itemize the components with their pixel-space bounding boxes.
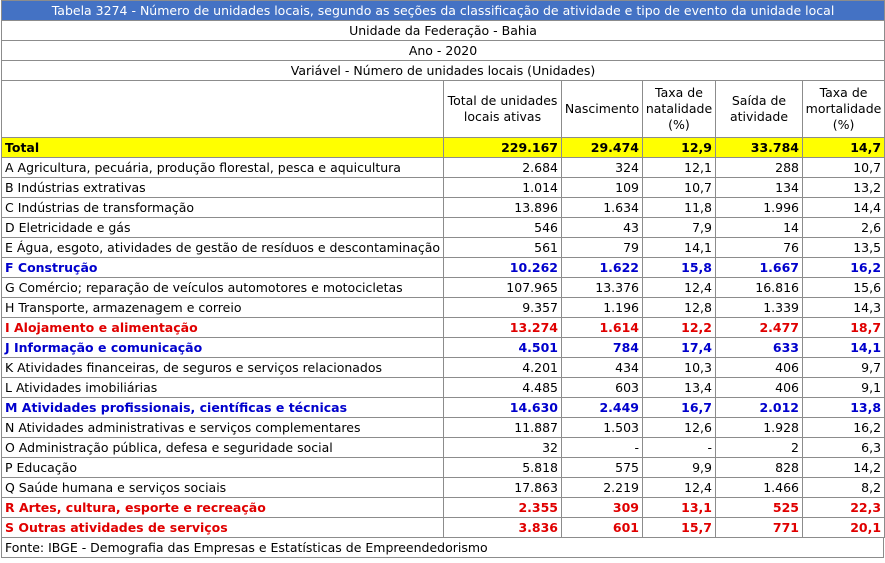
row-label: J Informação e comunicação xyxy=(2,338,444,358)
row-value: 14,7 xyxy=(803,138,885,158)
row-value: 14,3 xyxy=(803,298,885,318)
row-value: 107.965 xyxy=(444,278,562,298)
row-label: B Indústrias extrativas xyxy=(2,178,444,198)
table-row xyxy=(2,238,885,258)
table-row xyxy=(2,398,885,418)
row-value: 15,8 xyxy=(643,258,716,278)
row-value: 434 xyxy=(562,358,643,378)
row-value: 633 xyxy=(716,338,803,358)
header-nascimento: Nascimento xyxy=(562,81,643,138)
header-total-ativas: Total de unidades locais ativas xyxy=(444,81,562,138)
row-value: 10,7 xyxy=(803,158,885,178)
row-label: Q Saúde humana e serviços sociais xyxy=(2,478,444,498)
table-row xyxy=(2,278,885,298)
row-value: 13,4 xyxy=(643,378,716,398)
row-value: 575 xyxy=(562,458,643,478)
row-value: 4.485 xyxy=(444,378,562,398)
table-row xyxy=(2,178,885,198)
header-taxa-natalidade: Taxa de natalidade (%) xyxy=(643,81,716,138)
row-label: R Artes, cultura, esporte e recreação xyxy=(2,498,444,518)
row-label: F Construção xyxy=(2,258,444,278)
row-label: K Atividades financeiras, de seguros e serviços relacionados xyxy=(2,358,444,378)
row-value: - xyxy=(643,438,716,458)
row-value: 14,1 xyxy=(643,238,716,258)
row-value: 33.784 xyxy=(716,138,803,158)
row-value: 324 xyxy=(562,158,643,178)
source-note: Fonte: IBGE - Demografia das Empresas e Estatísticas de Empreendedorismo xyxy=(2,538,884,558)
row-label: A Agricultura, pecuária, produção florestal, pesca e aquicultura xyxy=(2,158,444,178)
row-value: 17,4 xyxy=(643,338,716,358)
row-value: 6,3 xyxy=(803,438,885,458)
row-value: 22,3 xyxy=(803,498,885,518)
row-value: 3.836 xyxy=(444,518,562,538)
row-value: 229.167 xyxy=(444,138,562,158)
row-value: 15,6 xyxy=(803,278,885,298)
row-value: 2.449 xyxy=(562,398,643,418)
row-value: 1.996 xyxy=(716,198,803,218)
row-value: 134 xyxy=(716,178,803,198)
row-value: 2 xyxy=(716,438,803,458)
row-value: 43 xyxy=(562,218,643,238)
row-value: 1.014 xyxy=(444,178,562,198)
table-row xyxy=(2,418,885,438)
table-row xyxy=(2,298,885,318)
row-value: 10,7 xyxy=(643,178,716,198)
row-value: 771 xyxy=(716,518,803,538)
table-row xyxy=(2,318,885,338)
table-row xyxy=(2,198,885,218)
row-value: 17.863 xyxy=(444,478,562,498)
row-value: 13.274 xyxy=(444,318,562,338)
row-value: 1.503 xyxy=(562,418,643,438)
row-label: N Atividades administrativas e serviços complementares xyxy=(2,418,444,438)
row-value: 14,2 xyxy=(803,458,885,478)
header-taxa-mortalidade: Taxa de mortalidade (%) xyxy=(803,81,885,138)
header-saida: Saída de atividade xyxy=(716,81,803,138)
row-label: E Água, esgoto, atividades de gestão de resíduos e descontaminação xyxy=(2,238,444,258)
row-value: 4.201 xyxy=(444,358,562,378)
row-value: 20,1 xyxy=(803,518,885,538)
table-row xyxy=(2,518,885,538)
row-value: 1.339 xyxy=(716,298,803,318)
row-label: C Indústrias de transformação xyxy=(2,198,444,218)
row-value: 13,5 xyxy=(803,238,885,258)
table-row xyxy=(2,258,885,278)
row-value: 2.219 xyxy=(562,478,643,498)
row-value: 13,1 xyxy=(643,498,716,518)
table-row xyxy=(2,498,885,518)
row-label: M Atividades profissionais, científicas e técnicas xyxy=(2,398,444,418)
row-value: 4.501 xyxy=(444,338,562,358)
table-row xyxy=(2,338,885,358)
row-value: 2,6 xyxy=(803,218,885,238)
row-value: 14.630 xyxy=(444,398,562,418)
table-row xyxy=(2,478,885,498)
row-value: - xyxy=(562,438,643,458)
source-table xyxy=(1,537,884,558)
uf-line: Unidade da Federação - Bahia xyxy=(2,21,885,41)
row-value: 12,8 xyxy=(643,298,716,318)
row-value: 79 xyxy=(562,238,643,258)
row-value: 309 xyxy=(562,498,643,518)
row-value: 13.896 xyxy=(444,198,562,218)
row-value: 2.684 xyxy=(444,158,562,178)
row-value: 14,1 xyxy=(803,338,885,358)
table-row xyxy=(2,158,885,178)
row-value: 1.622 xyxy=(562,258,643,278)
row-value: 406 xyxy=(716,378,803,398)
row-value: 13,2 xyxy=(803,178,885,198)
row-value: 1.928 xyxy=(716,418,803,438)
row-value: 12,1 xyxy=(643,158,716,178)
row-value: 828 xyxy=(716,458,803,478)
row-value: 784 xyxy=(562,338,643,358)
row-value: 13.376 xyxy=(562,278,643,298)
row-value: 288 xyxy=(716,158,803,178)
row-value: 16,2 xyxy=(803,418,885,438)
row-value: 14,4 xyxy=(803,198,885,218)
year-line: Ano - 2020 xyxy=(2,41,885,61)
row-value: 29.474 xyxy=(562,138,643,158)
row-value: 603 xyxy=(562,378,643,398)
row-value: 109 xyxy=(562,178,643,198)
row-label: H Transporte, armazenagem e correio xyxy=(2,298,444,318)
row-label: S Outras atividades de serviços xyxy=(2,518,444,538)
row-value: 7,9 xyxy=(643,218,716,238)
row-label: G Comércio; reparação de veículos automotores e motocicletas xyxy=(2,278,444,298)
variable-line: Variável - Número de unidades locais (Unidades) xyxy=(2,61,885,81)
row-value: 1.614 xyxy=(562,318,643,338)
table-row xyxy=(2,218,885,238)
row-value: 11,8 xyxy=(643,198,716,218)
row-label: P Educação xyxy=(2,458,444,478)
row-value: 16,7 xyxy=(643,398,716,418)
table-row xyxy=(2,438,885,458)
row-label: I Alojamento e alimentação xyxy=(2,318,444,338)
row-value: 14 xyxy=(716,218,803,238)
row-value: 406 xyxy=(716,358,803,378)
row-label: O Administração pública, defesa e seguridade social xyxy=(2,438,444,458)
row-value: 9,7 xyxy=(803,358,885,378)
row-value: 9,9 xyxy=(643,458,716,478)
row-value: 9,1 xyxy=(803,378,885,398)
row-value: 5.818 xyxy=(444,458,562,478)
table-row xyxy=(2,358,885,378)
row-value: 76 xyxy=(716,238,803,258)
header-blank xyxy=(2,81,444,138)
row-value: 15,7 xyxy=(643,518,716,538)
row-value: 601 xyxy=(562,518,643,538)
table-title: Tabela 3274 - Número de unidades locais, segundo as seções da classificação de atividade e tipo de evento da unidade local xyxy=(2,1,885,21)
row-value: 1.466 xyxy=(716,478,803,498)
row-value: 10.262 xyxy=(444,258,562,278)
row-value: 1.196 xyxy=(562,298,643,318)
row-label: Total xyxy=(2,138,444,158)
row-value: 1.667 xyxy=(716,258,803,278)
row-value: 12,4 xyxy=(643,278,716,298)
row-value: 9.357 xyxy=(444,298,562,318)
row-value: 13,8 xyxy=(803,398,885,418)
table-row xyxy=(2,378,885,398)
table-row xyxy=(2,138,885,158)
row-label: L Atividades imobiliárias xyxy=(2,378,444,398)
row-label: D Eletricidade e gás xyxy=(2,218,444,238)
row-value: 525 xyxy=(716,498,803,518)
row-value: 12,6 xyxy=(643,418,716,438)
row-value: 2.355 xyxy=(444,498,562,518)
row-value: 8,2 xyxy=(803,478,885,498)
row-value: 546 xyxy=(444,218,562,238)
row-value: 12,2 xyxy=(643,318,716,338)
row-value: 18,7 xyxy=(803,318,885,338)
row-value: 561 xyxy=(444,238,562,258)
row-value: 32 xyxy=(444,438,562,458)
row-value: 12,4 xyxy=(643,478,716,498)
data-table xyxy=(1,0,885,538)
table-row xyxy=(2,458,885,478)
row-value: 2.477 xyxy=(716,318,803,338)
row-value: 16.816 xyxy=(716,278,803,298)
row-value: 2.012 xyxy=(716,398,803,418)
row-value: 16,2 xyxy=(803,258,885,278)
row-value: 11.887 xyxy=(444,418,562,438)
row-value: 12,9 xyxy=(643,138,716,158)
row-value: 1.634 xyxy=(562,198,643,218)
row-value: 10,3 xyxy=(643,358,716,378)
